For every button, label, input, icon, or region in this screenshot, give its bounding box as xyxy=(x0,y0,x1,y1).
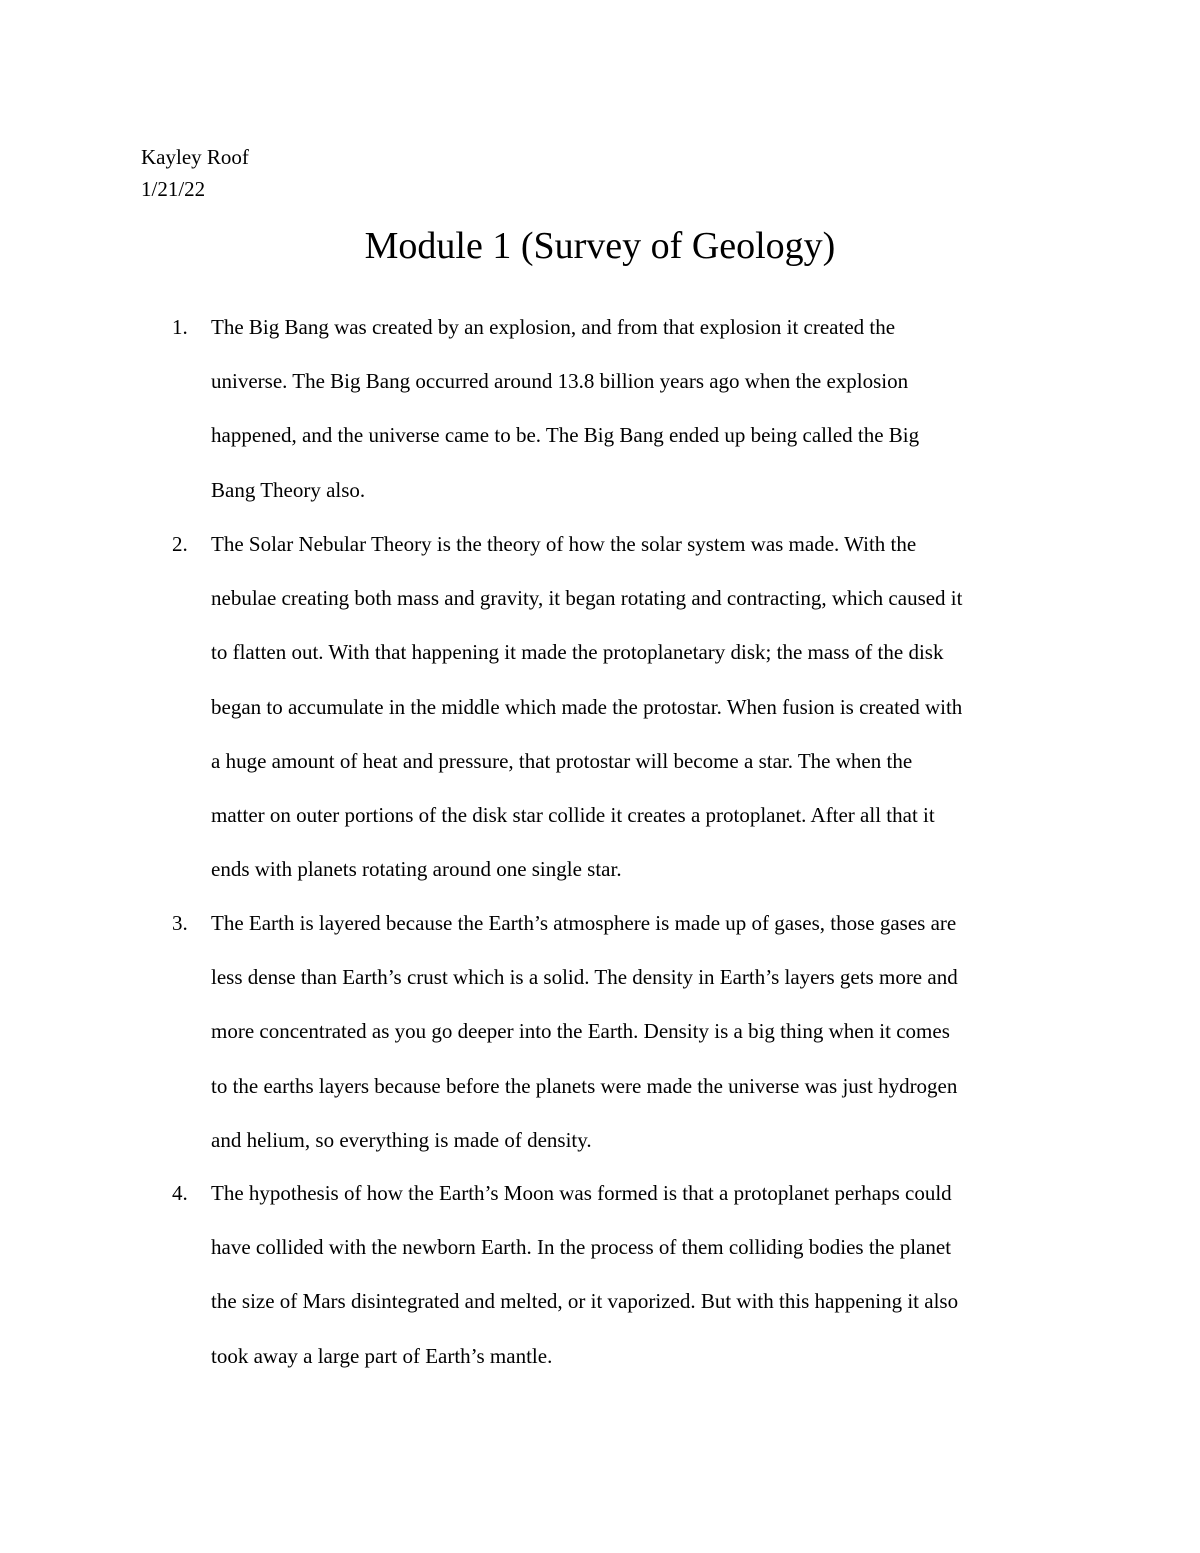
document-title: Module 1 (Survey of Geology) xyxy=(364,225,836,267)
text-line: more concentrated as you go deeper into the Earth. Density is a big thing when it comes xyxy=(211,1019,950,1044)
document-date: 1/21/22 xyxy=(141,177,206,201)
text-line: The Big Bang was created by an explosion, and from that explosion it created the xyxy=(211,315,896,339)
item-number: 2. xyxy=(172,532,188,556)
text-line: began to accumulate in the middle which made the protostar. When fusion is created with xyxy=(211,694,963,719)
text-line: to flatten out. With that happening it made the protoplanetary disk; the mass of the disk xyxy=(211,640,944,665)
text-line: and helium, so everything is made of density. xyxy=(211,1127,592,1152)
document-header xyxy=(141,141,249,205)
text-line: a huge amount of heat and pressure, that protostar will become a star. The when the xyxy=(211,748,913,773)
text-line: the size of Mars disintegrated and melted, or it vaporized. But with this happening it also xyxy=(211,1289,959,1314)
text-line: nebulae creating both mass and gravity, it began rotating and contracting, which caused it xyxy=(211,586,963,611)
text-line: happened, and the universe came to be. The Big Bang ended up being called the Big xyxy=(211,423,920,448)
item-number: 3. xyxy=(172,911,188,935)
item-text xyxy=(211,300,1061,517)
item-text xyxy=(211,517,1061,896)
item-number: 1. xyxy=(172,315,188,339)
item-text xyxy=(211,1166,1061,1383)
text-line: The hypothesis of how the Earth’s Moon was formed is that a protoplanet perhaps could xyxy=(211,1181,952,1205)
text-line: universe. The Big Bang occurred around 13.8 billion years ago when the explosion xyxy=(211,369,909,394)
item-text xyxy=(211,896,1061,1167)
text-line: ends with planets rotating around one single star. xyxy=(211,857,622,882)
text-line: The Earth is layered because the Earth’s atmosphere is made up of gases, those gases are xyxy=(211,911,957,935)
text-line: less dense than Earth’s crust which is a solid. The density in Earth’s layers gets more and xyxy=(211,965,958,990)
text-line: Bang Theory also. xyxy=(211,477,366,502)
text-line: to the earths layers because before the planets were made the universe was just hydrogen xyxy=(211,1073,958,1098)
text-line: have collided with the newborn Earth. In the process of them colliding bodies the planet xyxy=(211,1235,952,1260)
item-number: 4. xyxy=(172,1181,188,1205)
text-line: matter on outer portions of the disk star collide it creates a protoplanet. After all that it xyxy=(211,803,935,828)
text-line: took away a large part of Earth’s mantle. xyxy=(211,1343,553,1368)
text-line: The Solar Nebular Theory is the theory of how the solar system was made. With the xyxy=(211,532,917,556)
author-name: Kayley Roof xyxy=(141,145,249,169)
